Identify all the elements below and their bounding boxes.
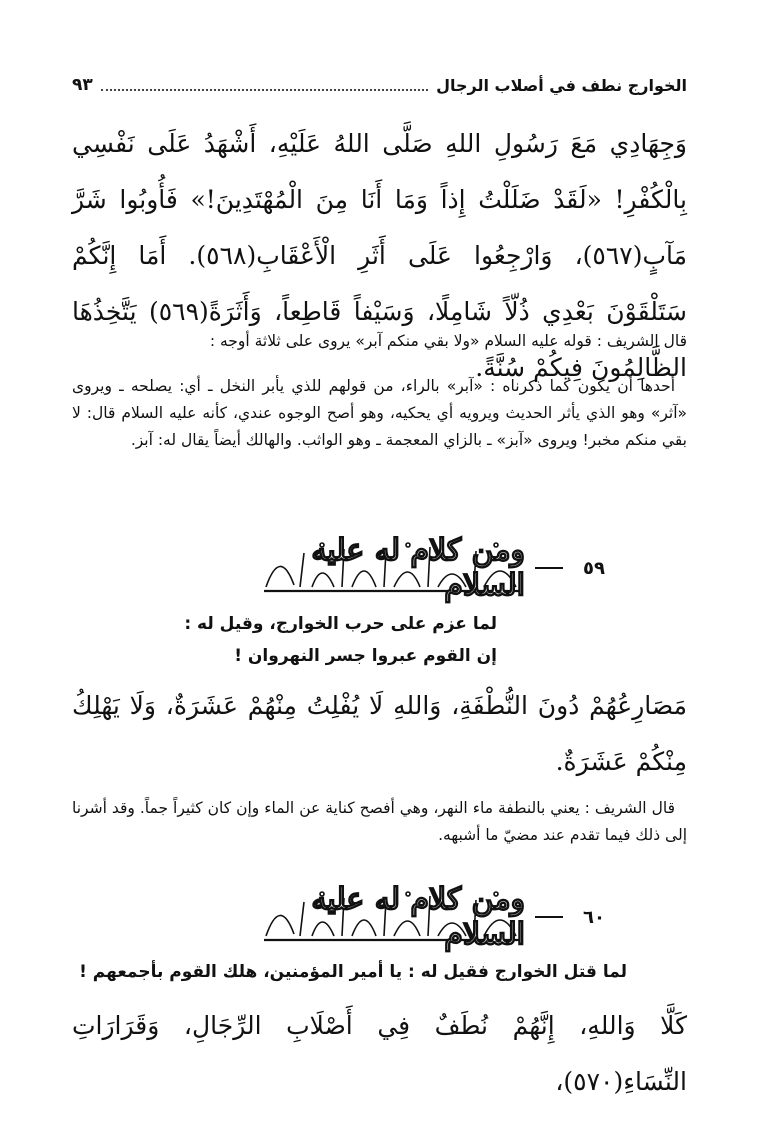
calligraphy-heading-icon xyxy=(260,533,526,603)
sermon-59-heading xyxy=(215,533,605,603)
sermon-number: ٥٩ xyxy=(583,557,605,579)
calligraphy-heading-icon xyxy=(260,882,526,952)
commentary-intro: قال الشريف : قوله عليه السلام «ولا بقي منكم آبر» يروى على ثلاثة أوجه : xyxy=(209,332,687,350)
heading-caption: ومن كلام له عليه السلام xyxy=(311,882,526,952)
sermon-59-context-2: إن القوم عبروا جسر النهروان ! xyxy=(234,646,497,666)
quote-paragraph-1: وَجِهَادِي مَعَ رَسُولِ اللهِ صَلَّى اللهُ عَلَيْهِ، أَشْهَدُ عَلَى نَفْسِي بِالْكُفْرِ! «لَقَدْ ضَلَلْتُ إِذاً وَمَا أَنَا مِنَ الْمُهْتَدِينَ!» فَأُوبُوا شَرَّ مَآبٍ(٥٦٧)، وَارْجِعُوا عَلَى أَثَرِ الْأَعْقَابِ(٥٦٨). أَمَا إِنَّكُمْ سَتَلْقَوْنَ بَعْدِي ذُلّاً شَامِلًا، وَسَيْفاً قَاطِعاً، وَأَثَرَةً(٥٦٩) يَتَّخِذُهَا الظَّالِمُونَ فِيكُمْ سُنَّةً. xyxy=(72,129,687,382)
running-header xyxy=(72,72,687,98)
page-number: ٩٣ xyxy=(72,75,93,95)
heading-caption: ومن كلام له عليه السلام xyxy=(311,533,526,603)
running-title: الخوارج نطف في أصلاب الرجال xyxy=(436,75,687,95)
dotted-leader xyxy=(101,79,428,91)
sermon-60-heading xyxy=(215,882,605,952)
sermon-59-commentary: قال الشريف : يعني بالنطفة ماء النهر، وهي أفصح كناية عن الماء وإن كان كثيراً جماً. وقد أشرنا إلى ذلك فيما تقدم عند مضيّ ما أشبهه. xyxy=(72,799,687,844)
sermon-60-quote: كَلَّا وَاللهِ، إِنَّهُمْ نُطَفٌ فِي أَصْلَابِ الرِّجَالِ، وَقَرَارَاتِ النِّسَاءِ(٥٧٠)، xyxy=(72,1011,687,1096)
commentary-body: أحدها أن يكون كما ذكرناه : «آبر» بالراء، من قولهم للذي يأبر النخل ـ أي: يصلحه ـ ويروى «آثر» وهو الذي يأثر الحديث ويرويه أي يحكيه، وهو أصح الوجوه عندي، كأنه عليه السلام قال: لا بقي منكم مخبر! ويروى «آبز» ـ بالزاي المعجمة ـ وهو الواثب. والهالك أيضاً يقال له: آبز. xyxy=(72,377,687,449)
sermon-60-context: لما قتل الخوارج فقيل له : يا أمير المؤمنين، هلك القوم بأجمعهم ! xyxy=(79,962,627,982)
heading-dash xyxy=(535,916,563,918)
sermon-59-quote: مَصَارِعُهُمْ دُونَ النُّطْفَةِ، وَاللهِ لَا يُفْلِتُ مِنْهُمْ عَشَرَةٌ، وَلَا يَهْلِكُ مِنْكُمْ عَشَرَةٌ. xyxy=(72,691,687,776)
sermon-59-context-1: لما عزم على حرب الخوارج، وقيل له : xyxy=(184,614,497,634)
sermon-number: ٦٠ xyxy=(583,906,605,928)
heading-dash xyxy=(535,567,563,569)
